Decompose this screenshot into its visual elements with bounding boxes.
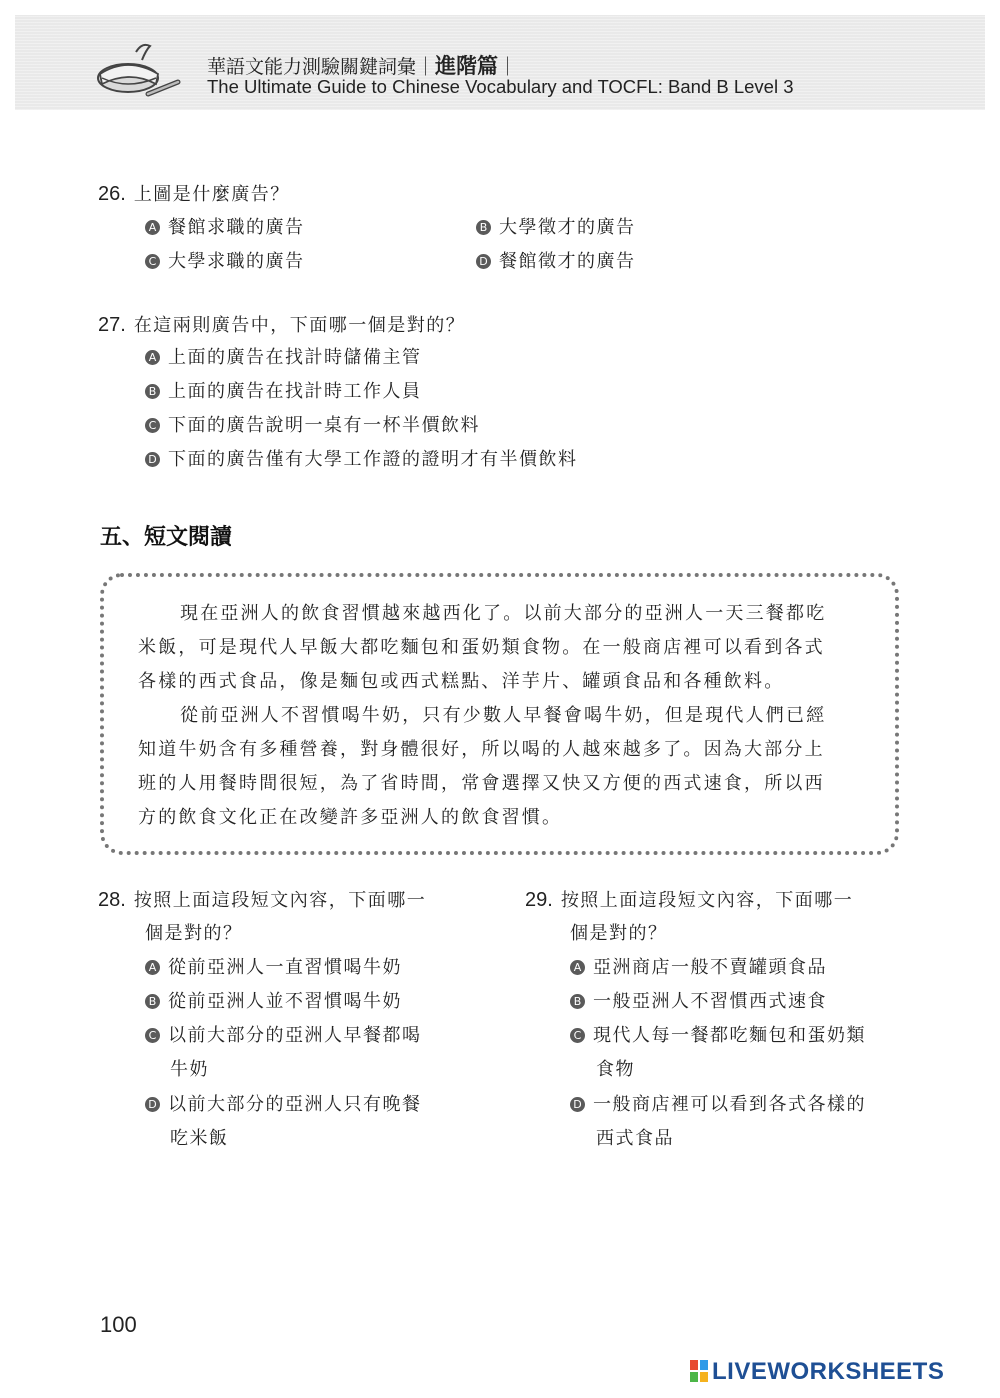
q29-option-c[interactable] [570, 1021, 866, 1047]
option-text: 以前大部分的亞洲人只有晚餐 [168, 1094, 422, 1115]
option-text: 一般商店裡可以看到各式各樣的 [593, 1094, 866, 1115]
question-number: 28. [98, 889, 126, 911]
liveworksheets-logo-icon [690, 1360, 708, 1382]
section-heading: 五、短文閱讀 [100, 525, 233, 550]
q29-option-b[interactable] [570, 987, 827, 1013]
option-letter-badge: B [476, 220, 491, 235]
question-text: 在這兩則廣告中，下面哪一個是對的？ [133, 315, 466, 336]
option-text: 一般亞洲人不習慣西式速食 [593, 991, 827, 1012]
q27-option-d[interactable] [145, 445, 578, 471]
q26-option-d[interactable] [476, 247, 636, 273]
passage-line: 知道牛奶含有多種營養，對身體很好，所以喝的人越來越多了。因為大部分上 [138, 739, 825, 760]
q28-option-a[interactable] [145, 953, 402, 979]
question-29-cont: 個是對的？ [570, 923, 668, 944]
option-letter-badge: C [145, 1028, 160, 1043]
option-text: 從前亞洲人並不習慣喝牛奶 [168, 991, 402, 1012]
question-text: 上圖是什麼廣告？ [133, 184, 290, 205]
q28-option-c[interactable] [145, 1021, 422, 1047]
passage-paragraph-2 [138, 699, 868, 835]
passage-line: 從前亞洲人不習慣喝牛奶，只有少數人早餐會喝牛奶，但是現代人們已經 [180, 705, 827, 726]
option-text: 現代人每一餐都吃麵包和蛋奶類 [593, 1025, 866, 1046]
option-letter-badge: A [145, 960, 160, 975]
option-letter-badge: C [570, 1028, 585, 1043]
option-letter-badge: C [145, 254, 160, 269]
option-letter-badge: B [145, 384, 160, 399]
passage-line: 方的飲食文化正在改變許多亞洲人的飲食習慣。 [138, 807, 563, 828]
option-text: 大學求職的廣告 [168, 251, 305, 272]
question-29 [525, 886, 853, 912]
option-text: 上面的廣告在找計時儲備主管 [168, 347, 422, 368]
q28-option-b[interactable] [145, 987, 402, 1013]
option-letter-badge: A [145, 350, 160, 365]
watermark-text: LIVEWORKSHEETS [712, 1358, 945, 1385]
question-26 [98, 180, 290, 206]
option-letter-badge: B [570, 994, 585, 1009]
q26-option-c[interactable] [145, 247, 305, 273]
passage-paragraph-1 [138, 597, 868, 699]
header-title-suffix: ｜ [498, 56, 518, 78]
q27-option-b[interactable] [145, 377, 422, 403]
question-number: 26. [98, 183, 126, 205]
q26-option-a[interactable] [145, 213, 305, 239]
option-text: 亞洲商店一般不賣罐頭食品 [593, 957, 827, 978]
page-number: 100 [100, 1312, 137, 1337]
option-letter-badge: D [145, 1097, 160, 1112]
option-text: 下面的廣告僅有大學工作證的證明才有半價飲料 [168, 449, 578, 470]
question-number: 29. [525, 889, 553, 911]
option-letter-badge: D [476, 254, 491, 269]
option-text: 從前亞洲人一直習慣喝牛奶 [168, 957, 402, 978]
q28-option-d-cont: 吃米飯 [170, 1128, 229, 1149]
option-letter-badge: D [570, 1097, 585, 1112]
passage-line: 班的人用餐時間很短，為了省時間，常會選擇又快又方便的西式速食，所以西 [138, 773, 825, 794]
option-letter-badge: A [145, 220, 160, 235]
question-28-cont: 個是對的？ [145, 923, 243, 944]
q28-option-d[interactable] [145, 1090, 422, 1116]
option-letter-badge: D [145, 452, 160, 467]
q28-option-c-cont: 牛奶 [170, 1059, 209, 1080]
q26-option-b[interactable] [476, 213, 636, 239]
liveworksheets-watermark [690, 1358, 944, 1386]
q29-option-a[interactable] [570, 953, 827, 979]
question-text: 按照上面這段短文內容，下面哪一 [560, 890, 854, 911]
question-number: 27. [98, 314, 126, 336]
passage-line: 現在亞洲人的飲食習慣越來越西化了。以前大部分的亞洲人一天三餐都吃 [180, 603, 827, 624]
q29-option-d-cont: 西式食品 [596, 1128, 674, 1149]
option-letter-badge: B [145, 994, 160, 1009]
passage-line: 米飯，可是現代人早飯大都吃麵包和蛋奶類食物。在一般商店裡可以看到各式 [138, 637, 825, 658]
header-title-prefix: 華語文能力測驗關鍵詞彙｜ [207, 56, 436, 78]
header-subtitle: The Ultimate Guide to Chinese Vocabulary and TOCFL: Band B Level 3 [207, 76, 794, 97]
passage-line: 各樣的西式食品，像是麵包或西式糕點、洋芋片、罐頭食品和各種飲料。 [138, 671, 785, 692]
question-28 [98, 886, 426, 912]
q27-option-a[interactable] [145, 343, 422, 369]
option-letter-badge: A [570, 960, 585, 975]
option-text: 餐館求職的廣告 [168, 217, 305, 238]
q27-option-c[interactable] [145, 411, 480, 437]
question-text: 按照上面這段短文內容，下面哪一 [133, 890, 427, 911]
q29-option-d[interactable] [570, 1090, 866, 1116]
option-letter-badge: C [145, 418, 160, 433]
option-text: 以前大部分的亞洲人早餐都喝 [168, 1025, 422, 1046]
option-text: 上面的廣告在找計時工作人員 [168, 381, 422, 402]
option-text: 下面的廣告說明一桌有一杯半價飲料 [168, 415, 480, 436]
question-27 [98, 311, 465, 337]
q29-option-c-cont: 食物 [596, 1059, 635, 1080]
book-pencil-logo-icon [80, 30, 190, 110]
header-title-bold: 進階篇 [435, 54, 499, 78]
option-text: 大學徵才的廣告 [499, 217, 636, 238]
option-text: 餐館徵才的廣告 [499, 251, 636, 272]
